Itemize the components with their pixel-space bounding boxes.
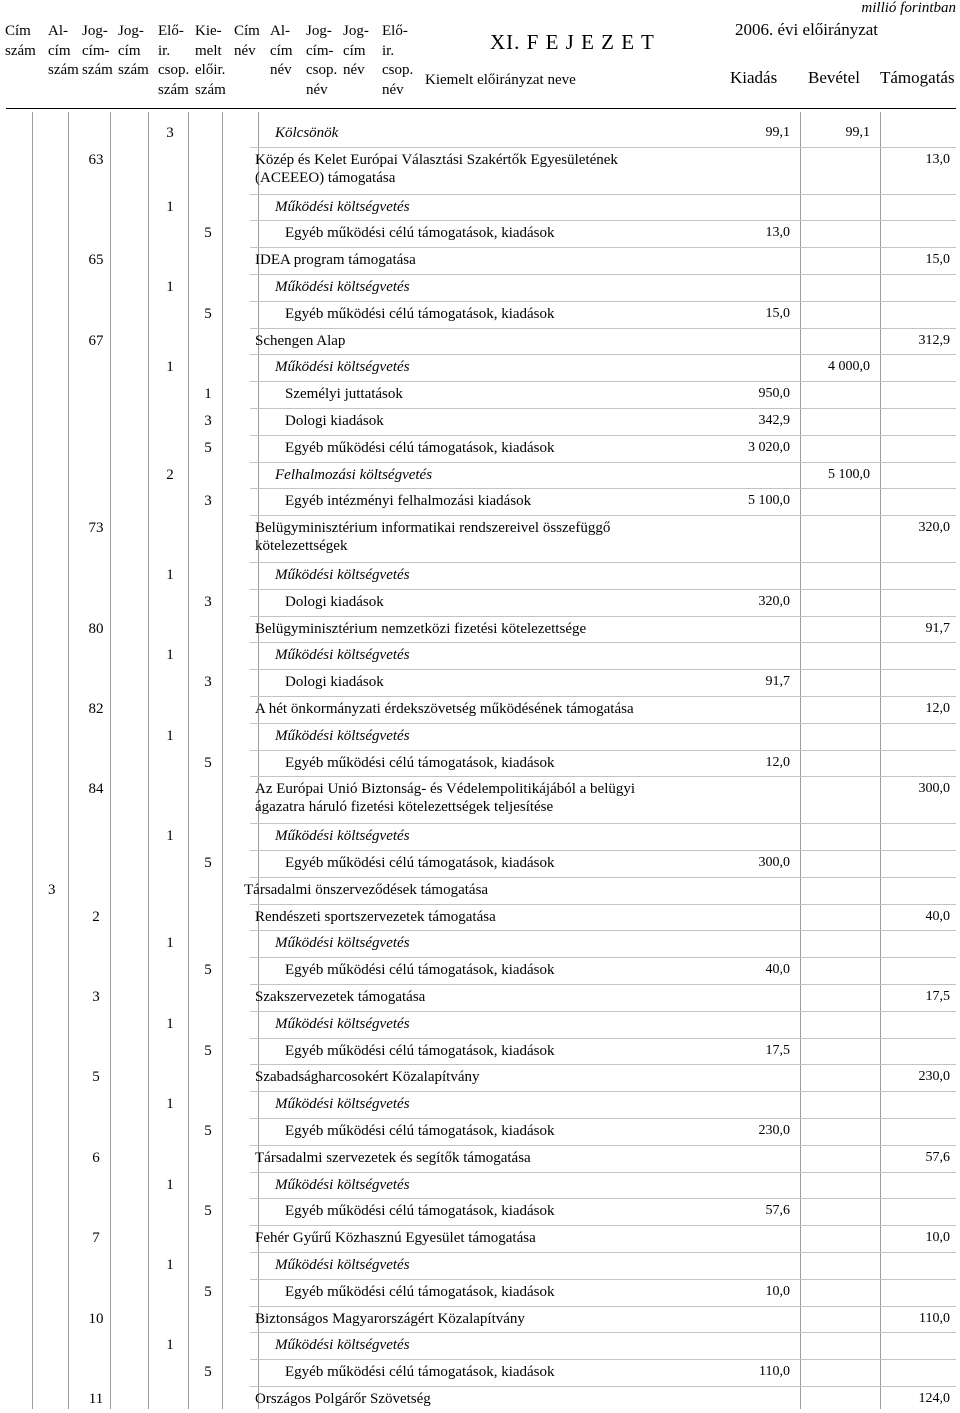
- code-c2: 1: [166, 1096, 174, 1113]
- tamogatas-value: 12,0: [925, 701, 950, 716]
- row-name: [275, 1256, 410, 1274]
- row-name: [275, 1176, 410, 1194]
- header-separator: [6, 108, 956, 109]
- code-c3: 5: [204, 1283, 212, 1300]
- row-name: [275, 466, 432, 484]
- row-name: [275, 124, 338, 142]
- table-row: [0, 776, 960, 823]
- code-c2: 1: [166, 828, 174, 845]
- row-name-line: Szabadságharcosokért Közalapítvány: [255, 1069, 480, 1086]
- table-row: [0, 381, 960, 408]
- row-name: [275, 198, 410, 216]
- chapter-title: XI. F E J E Z E T: [490, 30, 655, 54]
- header-col-line: név: [234, 42, 256, 59]
- row-name: [255, 1310, 525, 1328]
- code-c3: 5: [204, 1042, 212, 1059]
- header-col-line: csop.: [306, 62, 338, 78]
- code-c3: 5: [204, 1364, 212, 1381]
- row-name-line: Egyéb működési célú támogatások, kiadások: [285, 1203, 555, 1220]
- bevetel-value: 5 100,0: [828, 466, 870, 482]
- code-c1: 84: [88, 781, 104, 798]
- tamogatas-value: 91,7: [925, 620, 950, 636]
- row-name: [285, 754, 555, 772]
- header-col-line: név: [343, 62, 365, 78]
- table-row: [0, 220, 960, 247]
- table-row: [0, 435, 960, 462]
- table-row: [0, 408, 960, 435]
- row-name-line: Működési költségvetés: [275, 828, 410, 845]
- row-name-line: Az Európai Unió Biztonság- és Védelempolitikájából a belügyi: [255, 781, 636, 798]
- header-col-line: Cím: [234, 23, 260, 39]
- row-name-line: Működési költségvetés: [275, 1337, 410, 1354]
- code-c2: 1: [166, 359, 174, 376]
- row-name-line: Működési költségvetés: [275, 727, 410, 744]
- kiadas-value: 13,0: [765, 225, 790, 241]
- row-name-line: ágazatra háruló fizetési kötelezettségek teljesítése: [255, 799, 554, 816]
- code-c3: 5: [204, 225, 212, 242]
- row-name: [285, 492, 531, 510]
- row-name: [285, 439, 555, 457]
- table-row: [0, 1198, 960, 1225]
- header-col-line: előir.: [195, 62, 226, 78]
- header-col-7: [270, 22, 293, 81]
- header-col-line: Al-: [48, 23, 68, 39]
- code-c1: 6: [92, 1149, 100, 1166]
- row-name-line: Egyéb működési célú támogatások, kiadások: [285, 1283, 555, 1300]
- row-name-line: A hét önkormányzati érdekszövetség működésének támogatása: [255, 701, 634, 717]
- row-name-line: Működési költségvetés: [275, 567, 410, 583]
- table-row: [0, 669, 960, 696]
- table-row: [0, 562, 960, 589]
- row-name-line: Egyéb működési célú támogatások, kiadások: [285, 754, 555, 771]
- tamogatas-value: 312,9: [918, 332, 950, 348]
- row-name: [285, 673, 384, 691]
- header-col-1: [48, 22, 79, 81]
- row-name: [255, 1149, 531, 1167]
- code-c1: 82: [88, 701, 104, 717]
- table-row: [0, 1118, 960, 1145]
- row-name-line: Kölcsönök: [275, 125, 339, 141]
- code-c1: 3: [92, 989, 100, 1005]
- code-c3: 5: [204, 962, 212, 979]
- header-col-line: név: [382, 81, 404, 98]
- table-row: [0, 1038, 960, 1065]
- row-name: [285, 1122, 555, 1140]
- code-c2: 1: [166, 567, 174, 583]
- table-row: [0, 1064, 960, 1091]
- row-name-line: Működési költségvetés: [275, 1257, 410, 1273]
- row-name-line: Egyéb működési célú támogatások, kiadások: [285, 1042, 555, 1059]
- table-header: [0, 0, 960, 112]
- row-name-line: Szakszervezetek támogatása: [255, 989, 426, 1005]
- row-name-line: Működési költségvetés: [275, 1096, 410, 1113]
- kiadas-value: 300,0: [758, 855, 790, 870]
- row-name: [255, 332, 345, 350]
- row-name: [285, 385, 403, 403]
- row-name-line: Társadalmi szervezetek és segítők támogatása: [255, 1149, 531, 1166]
- table-row: [0, 1359, 960, 1386]
- row-name-line: Működési költségvetés: [275, 1015, 410, 1032]
- row-name: [255, 1390, 431, 1408]
- header-col-line: Jog-: [82, 23, 108, 39]
- row-name: [275, 934, 410, 952]
- table-row: [0, 194, 960, 221]
- row-name-line: Fehér Gyűrű Közhasznú Egyesület támogatása: [255, 1230, 536, 1247]
- row-name: [285, 305, 555, 323]
- header-col-line: csop.: [158, 62, 190, 78]
- tamogatas-value: 320,0: [918, 520, 950, 536]
- table-row: [0, 1252, 960, 1279]
- code-c3: 1: [204, 386, 212, 403]
- row-name-line: Országos Polgárőr Szövetség: [255, 1391, 431, 1407]
- row-name-line: Egyéb működési célú támogatások, kiadások: [285, 305, 555, 322]
- row-name: [275, 278, 410, 296]
- row-name: [285, 593, 384, 611]
- row-name: [285, 412, 384, 430]
- tamogatas-value: 40,0: [925, 908, 950, 924]
- row-name-line: Működési költségvetés: [275, 198, 410, 215]
- row-name: [255, 988, 425, 1006]
- code-c3: 3: [204, 674, 212, 691]
- row-name: [255, 251, 416, 269]
- bevetel-value: 4 000,0: [828, 359, 870, 375]
- header-col-line: Jog-: [118, 23, 144, 39]
- table-row: [0, 850, 960, 877]
- code-c1: 63: [88, 151, 104, 168]
- table-row: [0, 1172, 960, 1199]
- code-c2: 1: [166, 1176, 174, 1193]
- tamogatas-value: 124,0: [918, 1391, 950, 1406]
- row-name: [275, 1336, 410, 1354]
- code-c3: 5: [204, 855, 212, 871]
- row-name: [285, 1363, 555, 1381]
- row-name-line: Közép és Kelet Európai Választási Szakértők Egyesületének: [255, 151, 618, 168]
- code-c1: 5: [92, 1069, 100, 1086]
- row-name: [275, 566, 410, 584]
- kiemelt-column-header: Kiemelt előirányzat neve: [425, 72, 576, 88]
- bevetel-column-header: Bevétel: [808, 68, 860, 87]
- code-c2: 1: [166, 935, 174, 952]
- code-c2: 1: [166, 1337, 174, 1354]
- code-c2: 2: [166, 466, 174, 483]
- header-col-line: cím: [118, 42, 141, 59]
- header-col-10: [382, 22, 413, 100]
- row-name-line: Egyéb működési célú támogatások, kiadások: [285, 1364, 555, 1381]
- header-col-0: [5, 22, 36, 61]
- tamogatas-value: 300,0: [918, 781, 950, 797]
- row-name: [275, 827, 410, 845]
- kiadas-value: 99,1: [765, 125, 790, 140]
- table-row: [0, 642, 960, 669]
- table-row: [0, 696, 960, 723]
- row-name: [255, 620, 586, 638]
- table-row: [0, 462, 960, 489]
- header-col-line: szám: [48, 62, 79, 78]
- code-c1: 80: [88, 620, 104, 637]
- code-c1: 10: [88, 1310, 104, 1327]
- row-name-line: Működési költségvetés: [275, 279, 410, 295]
- code-c1: 11: [88, 1391, 104, 1407]
- code-c1: 73: [88, 520, 104, 537]
- row-name: [255, 151, 618, 187]
- header-col-line: Cím: [5, 23, 31, 39]
- header-col-line: név: [306, 81, 328, 98]
- row-name-line: IDEA program támogatása: [255, 252, 416, 269]
- header-col-6: [234, 22, 260, 61]
- row-name-line: Működési költségvetés: [275, 935, 410, 952]
- code-c3: 5: [204, 1203, 212, 1220]
- kiadas-value: 40,0: [765, 962, 790, 978]
- row-name-line: Egyéb működési célú támogatások, kiadások: [285, 1123, 555, 1139]
- header-col-9: [343, 22, 369, 81]
- row-name-line: Társadalmi önszerveződések támogatása: [244, 881, 489, 898]
- header-col-line: szám: [158, 81, 189, 98]
- code-c2: 1: [166, 279, 174, 295]
- row-name: [275, 1015, 410, 1033]
- code-c3: 5: [204, 1123, 212, 1139]
- table-row: [0, 723, 960, 750]
- header-col-line: Kie-: [195, 23, 222, 39]
- tamogatas-value: 57,6: [925, 1149, 950, 1165]
- row-name-line: Belügyminisztérium nemzetközi fizetési kötelezettsége: [255, 620, 587, 637]
- header-col-line: cím-: [306, 42, 334, 59]
- kiadas-value: 10,0: [765, 1283, 790, 1299]
- row-name: [275, 646, 410, 664]
- header-col-line: szám: [118, 62, 149, 78]
- code-c2: 1: [166, 1015, 174, 1032]
- row-name-line: Egyéb működési célú támogatások, kiadások: [285, 439, 555, 456]
- row-name-line: Működési költségvetés: [275, 647, 410, 664]
- table-row: [0, 957, 960, 984]
- table-row: [0, 354, 960, 381]
- row-name-line: Dologi kiadások: [285, 593, 384, 610]
- header-col-line: szám: [5, 42, 36, 59]
- tamogatas-value: 15,0: [925, 252, 950, 268]
- header-col-2: [82, 22, 113, 81]
- header-col-line: cím: [343, 42, 366, 59]
- header-col-line: Jog-: [306, 23, 332, 39]
- row-name-line: Rendészeti sportszervezetek támogatása: [255, 908, 496, 925]
- table-row: [0, 274, 960, 301]
- header-col-line: szám: [82, 62, 113, 78]
- row-name-line: Schengen Alap: [255, 332, 346, 349]
- table-row: [0, 1306, 960, 1333]
- kiadas-value: 320,0: [758, 593, 790, 609]
- table-row: [0, 328, 960, 355]
- table-row: [0, 984, 960, 1011]
- kiadas-value: 3 020,0: [748, 439, 790, 455]
- header-col-line: Elő-: [382, 23, 408, 39]
- table-row: [0, 147, 960, 194]
- tamogatas-column-header: Támogatás: [880, 68, 955, 87]
- kiadas-value: 5 100,0: [748, 493, 790, 509]
- row-name: [255, 519, 610, 555]
- table-row: [0, 1011, 960, 1038]
- row-name-line: Egyéb működési célú támogatások, kiadások: [285, 855, 555, 871]
- table-row: [0, 930, 960, 957]
- row-name: [275, 1095, 410, 1113]
- kiadas-value: 110,0: [759, 1364, 790, 1380]
- row-name: [255, 780, 635, 816]
- header-col-line: Elő-: [158, 23, 184, 39]
- kiadas-value: 91,7: [765, 674, 790, 690]
- code-c2: 3: [166, 125, 174, 141]
- table-row: [0, 904, 960, 931]
- row-name: [285, 1042, 555, 1060]
- row-name: [255, 1068, 480, 1086]
- row-name: [285, 1202, 555, 1220]
- row-name: [275, 727, 410, 745]
- code-c1: 65: [88, 252, 104, 269]
- row-name-line: Egyéb működési célú támogatások, kiadások: [285, 962, 555, 979]
- row-name-line: Dologi kiadások: [285, 674, 384, 691]
- code-c2: 1: [166, 1257, 174, 1273]
- header-col-line: melt: [195, 42, 222, 59]
- row-name: [285, 1283, 555, 1301]
- table-row: [0, 1091, 960, 1118]
- row-name-line: kötelezettségek: [255, 538, 348, 555]
- code-c3: 3: [204, 593, 212, 610]
- table-row: [0, 1332, 960, 1359]
- row-name: [285, 854, 555, 872]
- code-c2: 1: [166, 198, 174, 215]
- code-c1: 67: [88, 332, 104, 349]
- header-col-line: ir.: [158, 42, 171, 59]
- header-col-8: [306, 22, 337, 100]
- kiadas-value: 17,5: [765, 1042, 790, 1058]
- kiadas-value: 12,0: [765, 754, 790, 770]
- code-c0: 3: [48, 881, 56, 898]
- table-row: [0, 1279, 960, 1306]
- row-name: [285, 224, 555, 242]
- header-col-5: [195, 22, 226, 100]
- tamogatas-value: 10,0: [925, 1230, 950, 1246]
- row-name-line: Dologi kiadások: [285, 413, 384, 429]
- header-col-line: szám: [195, 81, 226, 98]
- row-name-line: Személyi juttatások: [285, 386, 403, 403]
- header-col-line: csop.: [382, 62, 414, 78]
- kiadas-value: 15,0: [765, 305, 790, 321]
- code-c3: 5: [204, 305, 212, 322]
- header-col-line: cím-: [82, 42, 110, 59]
- tamogatas-value: 230,0: [918, 1069, 950, 1085]
- table-row: [0, 120, 960, 147]
- code-c3: 3: [204, 493, 212, 510]
- row-name: [255, 700, 634, 718]
- row-name-line: Felhalmozási költségvetés: [275, 466, 433, 483]
- header-col-line: Jog-: [343, 23, 369, 39]
- table-row: [0, 616, 960, 643]
- header-col-line: név: [270, 62, 292, 78]
- table-row: [0, 823, 960, 850]
- row-name: [255, 1229, 536, 1247]
- header-col-3: [118, 22, 149, 81]
- row-name: [244, 881, 488, 899]
- row-name-line: Egyéb működési célú támogatások, kiadások: [285, 225, 555, 242]
- kiadas-value: 57,6: [765, 1203, 790, 1219]
- bevetel-value: 99,1: [845, 125, 870, 140]
- code-c1: 7: [92, 1230, 100, 1247]
- row-name: [285, 961, 555, 979]
- row-name: [275, 358, 410, 376]
- unit-label: millió forintban: [861, 0, 956, 16]
- tamogatas-value: 110,0: [919, 1310, 950, 1326]
- row-name-line: (ACEEEO) támogatása: [255, 169, 396, 186]
- code-c2: 1: [166, 647, 174, 664]
- code-c3: 5: [204, 439, 212, 456]
- table-row: [0, 488, 960, 515]
- header-col-line: ir.: [382, 42, 395, 59]
- year-label: 2006. évi előirányzat: [735, 20, 879, 39]
- table-row: [0, 247, 960, 274]
- row-name-line: Működési költségvetés: [275, 1176, 410, 1193]
- table-row: [0, 1225, 960, 1252]
- header-col-line: cím: [48, 42, 71, 59]
- table-row: [0, 877, 960, 904]
- row-name-line: Biztonságos Magyarországért Közalapítvány: [255, 1310, 525, 1327]
- row-name-line: Egyéb intézményi felhalmozási kiadások: [285, 493, 532, 510]
- table-row: [0, 515, 960, 562]
- header-col-line: Al-: [270, 23, 290, 39]
- table-row: [0, 301, 960, 328]
- kiadas-column-header: Kiadás: [730, 68, 778, 87]
- table-row: [0, 589, 960, 616]
- tamogatas-value: 13,0: [925, 151, 950, 167]
- header-col-line: cím: [270, 42, 293, 59]
- kiadas-value: 342,9: [758, 413, 790, 428]
- kiadas-value: 950,0: [758, 386, 790, 402]
- code-c3: 3: [204, 413, 212, 429]
- row-name-line: Működési költségvetés: [275, 359, 410, 376]
- row-name-line: Belügyminisztérium informatikai rendszereivel összefüggő: [255, 520, 611, 537]
- tamogatas-value: 17,5: [925, 989, 950, 1004]
- row-name: [255, 908, 496, 926]
- table-row: [0, 1145, 960, 1172]
- table-row: [0, 750, 960, 777]
- code-c2: 1: [166, 727, 174, 744]
- code-c3: 5: [204, 754, 212, 771]
- kiadas-value: 230,0: [758, 1123, 790, 1138]
- code-c1: 2: [92, 908, 100, 925]
- header-col-4: [158, 22, 189, 100]
